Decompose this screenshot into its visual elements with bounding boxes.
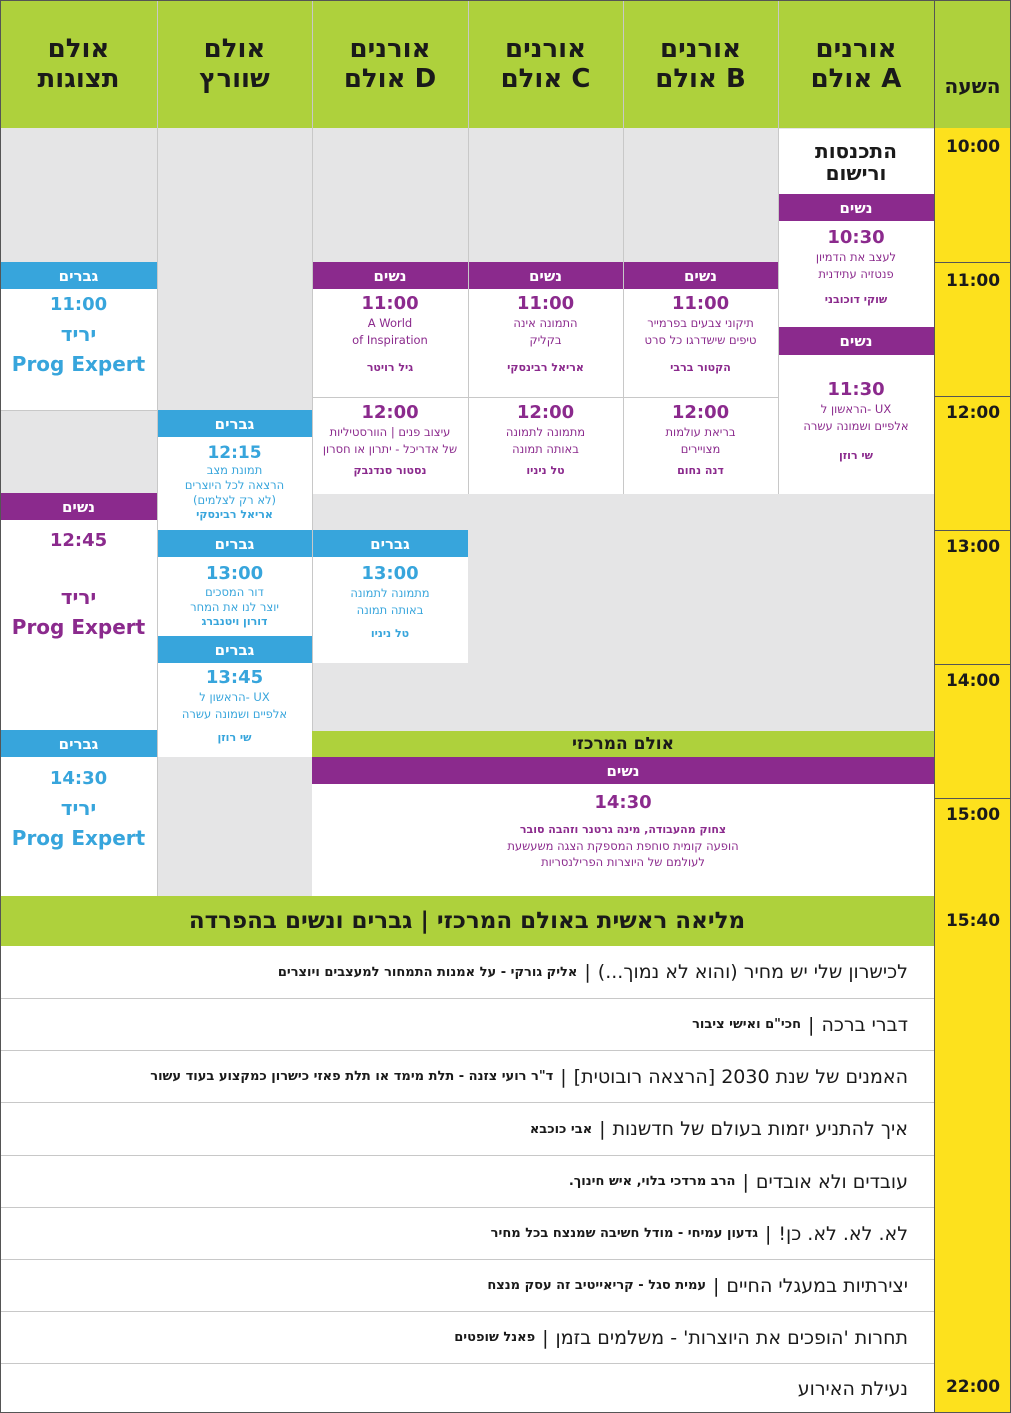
band-men: גברים (312, 530, 468, 557)
session-hall-a-2[interactable] (778, 355, 934, 494)
session-title: לעצב את הדמיון (815, 250, 897, 264)
session-title: הראשון ל- UX (199, 690, 270, 704)
plenary-desc: גדעון עמיחי - מודל חשיבה שמנצח בכל מחיר (490, 1226, 759, 1241)
session-speaker: דנה נחום (677, 464, 724, 477)
session-time: 12:15 (207, 443, 262, 463)
time-label: 15:00 (945, 805, 1001, 825)
registration-block (778, 129, 934, 194)
session-time: 14:30 (49, 768, 108, 789)
time-label: 22:00 (945, 1377, 1001, 1397)
header-hall-a (778, 0, 934, 128)
session-time: 13:45 (205, 667, 264, 688)
session-speaker: שוקי דוכובני (824, 293, 888, 306)
session-time: 10:30 (827, 227, 885, 248)
session-hall-c-2[interactable] (468, 398, 623, 494)
session-desc: לעולמם של היוצרות הפרילנסריות (541, 855, 705, 869)
time-label: 13:00 (945, 537, 1001, 557)
session-speaker: אריאל רבינסקי (507, 361, 584, 374)
plenary-row[interactable] (0, 1312, 934, 1364)
session-title: (לא רק לצלמים) (192, 493, 277, 507)
separator: | (542, 1326, 549, 1349)
session-hall-b-2[interactable] (623, 398, 778, 494)
session-schwartz-3[interactable] (157, 663, 312, 757)
session-speaker: טל ניניו (370, 627, 410, 640)
column-divider (778, 0, 779, 494)
time-label: 12:00 (945, 403, 1001, 423)
row-divider (312, 397, 778, 398)
band-men: גברים (0, 262, 157, 289)
closing-title: נעילת האירוע (797, 1377, 908, 1400)
header-hall-schwartz-line2: שוורץ (199, 64, 270, 94)
session-desc: הופעה קומית סוחפת המספקת הצגה משעשעת (507, 839, 739, 853)
session-title: מתמונה לתמונה (350, 586, 430, 600)
header-hall-exhibitions-line2: תצוגות (37, 64, 120, 94)
column-divider (934, 0, 935, 1413)
session-speaker: שי רוזן (839, 449, 873, 462)
plenary-row[interactable] (0, 1208, 934, 1260)
column-divider (157, 0, 158, 896)
separator: | (599, 1118, 606, 1140)
plenary-desc: הרב מרדכי בלוי, איש חינוך. (568, 1174, 736, 1189)
separator: | (742, 1170, 749, 1193)
session-title: A World (367, 316, 413, 330)
time-label: 14:00 (945, 671, 1001, 691)
header-time-label: השעה (944, 74, 1001, 98)
session-schwartz-2[interactable] (157, 557, 312, 636)
session-title: מצויירים (680, 442, 721, 456)
time-divider (934, 798, 1011, 799)
session-title: תיקוני צבעים בפרמייר (647, 316, 754, 330)
session-title: של אדריכל - יתרון או חסרון (322, 442, 458, 456)
band-men: גברים (157, 530, 312, 557)
plenary-title: לא. לא. לא. כן! (778, 1222, 908, 1245)
session-time: 12:00 (361, 402, 419, 423)
session-time: 12:00 (516, 402, 575, 423)
expo-name: יריד (60, 585, 97, 609)
session-title: עיצוב פנים | הוורסטיליות (329, 425, 451, 439)
header-time (934, 0, 1011, 128)
plenary-row[interactable] (0, 1103, 934, 1156)
plenary-title: תחרות 'הופכים את היוצרות' - משלמים בזמן (555, 1326, 908, 1349)
plenary-desc: אליק גורקי - על אמנות התמחור למעצבים ויוצרים (277, 964, 578, 980)
time-divider (934, 262, 1011, 263)
plenary-desc: ד"ר רועי צזנה - תלת מימד או תלת פאזי כישרון כמקצוע בעוד עשור (150, 1069, 554, 1084)
plenary-row[interactable] (0, 999, 934, 1051)
plenary-closing-row (0, 1364, 934, 1413)
session-expo-3[interactable] (0, 757, 157, 896)
session-hall-d-3[interactable] (312, 557, 468, 663)
registration-line2: ורישום (825, 160, 887, 185)
band-men: גברים (0, 730, 157, 757)
session-title: of Inspiration (352, 333, 428, 347)
band-women: נשים (623, 262, 778, 289)
session-speaker: צחוק מהעבודה, מינה גרטנר וזהבה סובר (519, 823, 727, 836)
band-women: נשים (778, 194, 934, 221)
header-hall-exhibitions (0, 0, 157, 128)
time-label: 11:00 (945, 271, 1001, 291)
session-speaker: נסטור סנדנבק (353, 464, 427, 477)
session-title: הראשון ל- UX (820, 402, 892, 416)
plenary-desc: פאנל שופטים (454, 1330, 536, 1345)
session-time: 11:00 (361, 293, 419, 314)
plenary-desc: חכי"ם ואישי ציבור (692, 1017, 802, 1032)
session-title: התמונה אינה (513, 316, 578, 330)
session-title: מתמונה לתמונה (505, 425, 586, 439)
separator: | (560, 1065, 567, 1088)
header-hall-b-line2: אולם B (655, 64, 746, 94)
session-title: תמונת מצב (206, 463, 263, 477)
separator: | (765, 1222, 772, 1245)
session-speaker: שי רוזן (217, 731, 252, 744)
header-hall-a-line2: אולם A (810, 64, 902, 94)
expo-name: יריד (60, 322, 97, 346)
session-speaker: גיל רויטר (366, 361, 414, 374)
separator: | (808, 1013, 815, 1036)
band-men: גברים (157, 636, 312, 663)
header-hall-c-line1: אורנים (504, 34, 587, 64)
plenary-desc: אבי כוכבא (529, 1121, 593, 1137)
session-speaker: דורון ויטנברג (201, 615, 268, 628)
plenary-row[interactable] (0, 1156, 934, 1208)
session-expo-2[interactable] (0, 520, 157, 730)
time-label: 15:40 (945, 911, 1001, 931)
session-time: 12:45 (49, 530, 108, 551)
session-title: בקליק (529, 333, 562, 347)
session-time: 11:00 (516, 293, 575, 314)
session-hall-d-2[interactable] (312, 398, 468, 494)
header-hall-d-line1: אורנים (349, 34, 431, 64)
plenary-desc: עמית סגל - קריאייטיב זה עסק מנצח (487, 1278, 707, 1293)
session-time: 11:00 (49, 294, 108, 315)
expo-name: Prog Expert (11, 615, 146, 639)
plenary-row[interactable] (0, 1051, 934, 1103)
session-hall-a-1[interactable] (778, 221, 934, 327)
separator: | (713, 1274, 720, 1297)
header-hall-d-line2: אולם D (343, 64, 437, 94)
session-speaker: הקטור ברבי (670, 361, 731, 374)
central-hall-header: אולם המרכזי (312, 731, 934, 757)
header-hall-schwartz-line1: אולם (203, 34, 266, 64)
session-central[interactable] (312, 784, 934, 896)
plenary-row[interactable] (0, 946, 934, 999)
time-divider (934, 664, 1011, 665)
plenary-row[interactable] (0, 1260, 934, 1312)
session-speaker: טל ניניו (526, 464, 565, 477)
column-divider (623, 0, 624, 494)
session-time: 13:00 (205, 563, 264, 584)
session-hall-c-1[interactable] (468, 289, 623, 397)
plenary-title: איך להתניע יזמות בעולם של חדשנות (612, 1118, 908, 1140)
column-divider (312, 0, 313, 731)
expo-name: יריד (60, 796, 97, 820)
plenary-title: האמנים של שנת 2030 [הרצאה רובוטית] (573, 1065, 908, 1088)
plenary-title: יצירתיות במעגלי החיים (726, 1274, 908, 1297)
session-schwartz-1[interactable] (157, 437, 312, 530)
session-title: פנטזיה עתידנית (818, 267, 894, 281)
session-speaker: אריאל רבינסקי (196, 508, 273, 521)
band-men: גברים (157, 410, 312, 437)
header-hall-b (623, 0, 778, 128)
session-hall-b-1[interactable] (623, 289, 778, 397)
session-time: 11:00 (671, 293, 730, 314)
plenary-title: עובדים ולא אובדים (755, 1170, 908, 1193)
header-hall-c (468, 0, 623, 128)
header-hall-schwartz (157, 0, 312, 128)
expo-name: Prog Expert (11, 826, 146, 850)
band-women: נשים (0, 493, 157, 520)
band-women: נשים (312, 757, 934, 784)
session-time: 13:00 (361, 563, 419, 584)
session-hall-d-1[interactable] (312, 289, 468, 397)
session-time: 14:30 (594, 792, 652, 813)
header-hall-b-line1: אורנים (659, 34, 742, 64)
band-women: נשים (468, 262, 623, 289)
time-column (934, 128, 1011, 1413)
separator: | (584, 961, 591, 983)
session-title: אלפיים ושמונה עשרה (803, 419, 909, 433)
header-hall-d (312, 0, 468, 128)
session-time: 12:00 (671, 402, 730, 423)
session-title: אלפיים ושמונה עשרה (181, 707, 288, 721)
session-title: יוצר לנו את המחר (190, 600, 279, 614)
header-hall-exhibitions-line1: אולם (47, 34, 110, 64)
session-title: באותה תמונה (356, 603, 424, 617)
header-hall-c-line2: אולם C (500, 64, 591, 94)
session-title: בריאת עולמות (665, 425, 736, 439)
session-title: טיפים שישדרגו כל סרט (644, 333, 757, 347)
column-divider (468, 0, 469, 494)
expo-name: Prog Expert (11, 352, 146, 376)
registration-line1: התכנסות (815, 138, 897, 163)
session-time: 11:30 (827, 379, 885, 400)
plenary-header: מליאה ראשית באולם המרכזי | גברים ונשים בהפרדה (0, 896, 934, 946)
time-label: 10:00 (945, 137, 1001, 157)
session-title: דור המסכים (205, 585, 264, 599)
band-women: נשים (312, 262, 468, 289)
plenary-title: דברי ברכה (821, 1013, 908, 1036)
time-divider (934, 530, 1011, 531)
row-divider (0, 410, 157, 411)
band-women: נשים (778, 327, 934, 355)
session-title: הרצאה לכל היוצרים (184, 478, 285, 492)
session-expo-1[interactable] (0, 289, 157, 410)
session-title: באותה תמונה (512, 442, 579, 456)
plenary-title: לכישרון שלי יש מחיר (והוא לא נמוך...) (597, 961, 908, 983)
header-hall-a-line1: אורנים (815, 34, 897, 64)
time-divider (934, 396, 1011, 397)
